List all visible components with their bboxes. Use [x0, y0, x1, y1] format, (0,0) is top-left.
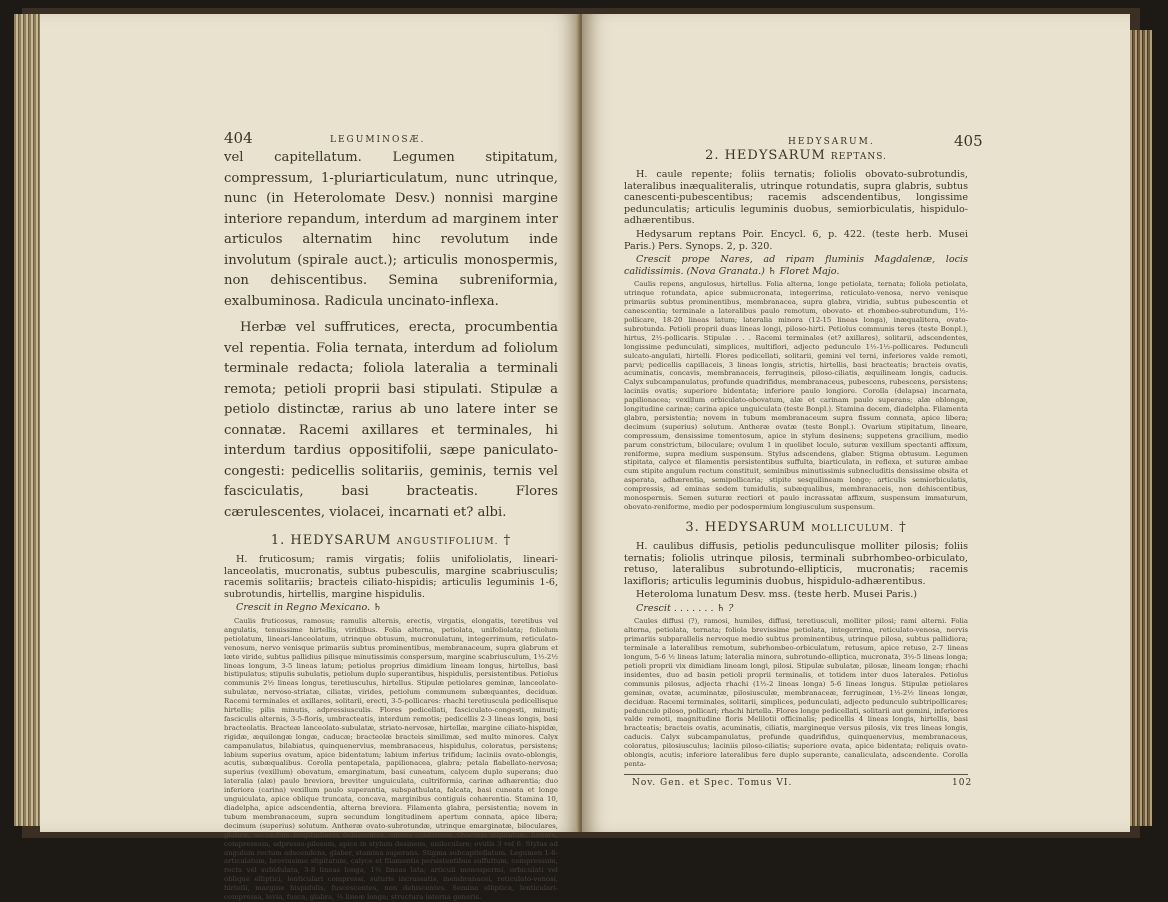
right-page-number: 405 [954, 132, 983, 150]
left-page-number: 404 [224, 129, 253, 147]
species-3-synonym: Heterolomа lunatum Desv. mss. (teste herb. Musei Paris.) [636, 589, 917, 601]
footer-gathering-number: 102 [952, 778, 973, 788]
species-3-description: Caules diffusi (?), ramosi, humiles, diffusi, teretiusculi, molliter pilosi; rami alterni. Folia alterna, petiolata, ternata; foliola brevissime petiolata, integerrima, reticulato-venosa, nervis primariis subparallelis nervoque medio subtus prominentibus, utrinque pilosa, subtus pallidiora; terminale a lateralibus remotum, subrhombeo-orbiculatum, retusum, apice retuso, 2-7 lineas longum, 5-6 ½ lineas latum; lateralia minora, subrotundo-elliptica, mucronata, 3½-5 lineas longa; petioli proprii vix dimidiam lineam longi, pilosi. Stipulæ subulatæ, pilosæ, lineam longæ; rhachi insidentes, duo ad basin petioli proprii terminalis, et totidem inter duos laterales. Petiolus communis pilosus, adjecta rhachi (1½-2 lineas longa) 5-6 lineas longus. Stipulæ petiolares geminæ, ovatæ, acuminatæ, pilosiusculæ, membranaceæ, ferrugineæ, 1½-2½ lineas longæ, deciduæ. Racemi terminales, solitarii, simplices, pedunculati, adjecto pedunculo subtripollicares; pedunculo piloso, pollicari; rhachi hirtella. Flores longe pedicellati, solitarii aut gemini, inferiores valde remoti, magnitudine floris Melilotii officinalis; pedicellis 4 lineas longis, hirtellis, basi bracteatis; bracteis ovatis, acuminatis, ciliatis, margineque versus pilosis, vix tres lineas longis, caducis. Calyx subcampanulatus, profunde quadrifidus, quinquenervius, membranaceus, coloratus, pilosiusculus; laciniis piloso-ciliatis; superiore ovata, apice bidentata; reliquis ovato-oblongis, acutis; inferiore lateralibus fere duplo superante, canaliculata, adscendente. Corolla penta- [624, 617, 968, 768]
species-2-synonym: Hedysarum reptans Poir. Encycl. 6, p. 422. (teste herb. Musei Paris.) Pers. Synops. 2, p. 320. [624, 228, 968, 252]
left-intro-paragraph: vel capitellatum. Legumen stipitatum, compressum, 1-pluriarticulatum, nunc utrinque, nunc (in Heterolomate Desv.) nonnisi margine interiore repandum, interdum ad marginem inter articulos alternatim hinc revolutum inde involutum (spirale auct.); articulis monospermis, non dehiscentibus. Semina subreniformia, exalbuminosa. Radicula uncinato-inflexa. [224, 150, 558, 309]
left-habit-paragraph: Herbæ vel suffrutices, erecta, procumbentia vel repentia. Folia ternata, interdum ad foliolum terminale redacta; foliola lateralia a terminali remota; petioli proprii basi stipulati. Stipulæ a petiolo distinctæ, rarius ab uno latere inter se connatæ. Racemi axillares et terminales, hi interdum tardius oppositifolii, sæpe paniculato-congesti: pedicellis solitariis, geminis, ternis vel fasciculatis, basi bracteatis. Flores cærulescentes, violacei, incarnati et? albi. [224, 320, 558, 520]
page-edges-right [1128, 30, 1152, 826]
left-page [40, 14, 580, 902]
species-2-locality: Crescit prope Nares, ad ripam fluminis Magdalenæ, locis calidissimis. (Nova Granata.) ♄ Floret Majo. [624, 254, 968, 277]
species-3-diagnosis: H. caulibus diffusis, petiolis pedunculisque molliter pilosis; foliis ternatis; foliolis utrinque pilosis, terminali subrhombeo-orbiculato, retuso, lateralibus subrotundo-ellipticis, mucronatis; racemis laxifloris; articulis leguminis duobus, hispidulo-adhærentibus. Heterolomа lunatum Desv. mss. (teste herb. Musei Paris.) Crescit . . . . . . . ♄ ? [624, 540, 968, 614]
species-1-title: 1. HEDYSARUM ANGUSTIFOLIUM. † [270, 533, 512, 548]
species-1-diagnosis: H. fruticosum; ramis virgatis; foliis unifoliolatis, lineari-lanceolatis, mucronatis, subtus pubesculis, margine scabriusculis; racemis solitariis; bracteis ciliato-hispidis; articulis leguminis 1-6, subrotundis, hirtellis, margine hispidulis. Crescit in Regno Mexicano. ♄ [224, 554, 558, 614]
right-running-head: HEDYSARUM. [788, 137, 875, 147]
species-2-diagnosis: H. caule repente; foliis ternatis; foliolis obovato-subrotundis, lateralibus inæqualiteralis, utrinque rotundatis, supra glabris, subtus canescenti-pubescentibus; racemis adscendentibus, longissime pedunculatis; articulis leguminis duobus, semiorbiculatis, hispidulo-adhærentibus. Hedysarum reptans Poir. Encycl. 6, p. 422. (teste herb. Musei Paris.) Pers. Synops. 2, p. 320. Crescit prope Nares, ad ripam fluminis Magdalenæ, locis calidissimis. (Nova Granata.) ♄ Floret Majo. [624, 169, 968, 277]
left-text-column [224, 148, 558, 902]
left-running-head: LEGUMINOSÆ. [330, 135, 426, 145]
page-edges-left [14, 14, 40, 826]
species-1-locality: Crescit in Regno Mexicano. ♄ [236, 602, 382, 614]
species-2-description: Caulis repens, angulosus, hirtellus. Folia alterna, longe petiolata, ternata; foliola petiolata, utrinque rotundata, apice submucronata, integerrima, reticulato-venosa, nervo venisque primariis subtus prominentibus, membranacea, supra glabra, viridia, subtus pubescentia et canescentia; terminale a lateralibus paulo remotum, obovato- et rhombeo-subrotundum, 1½-pollicare, 18-20 lineas latum; lateralia minora (12-15 lineas longa), inæqualitera, ovato-subrotunda. Petioli proprii duas lineas longi, piloso-hirti. Petiolus communis teres (teste Bonpl.), hirtus, 2½-pollicaris. Stipulæ . . . Racemi terminales (et? axillares), solitarii, adscendentes, longissime pedunculati, simplices, multiflori, adjecto pedunculo 1½-1½-pollicares. Pedunculi sulcato-angulati, hirtelli. Flores pedicellati, solitarii, gemini vel terni, inferiores valde remoti, parvi; pedicellis capillaceis, 3 lineas longis, strictis, hirtellis, basi bracteatis; bracteis ovatis, acuminatis, concavis, membranaceis, ferrugineis, piloso-ciliatis, æquilineam longis, caducis. Calyx subcampanulatus, profunde quadrifidus, membranaceus, pubescens, rubescens, persistens; laciniis ovatis; superiore bidentata; inferiore paulo longiore. Corolla (delapsa) incarnata, papilionacea; vexillum orbiculato-obovatum, alæ et carinam paulo superans; alæ oblongæ, longitudine carinæ; carina apice unguiculata (teste Bonpl.). Stamina decem, diadelpha. Filamenta glabra, persistentia; novem in tubum membranaceum supra fissum connata, apice libera; decimum (superius) solutum. Antheræ ovatæ (teste Bonpl.). Ovarium stipitatum, lineare, compressum, densissime tomentosum, apice in stylum desinens; suppetens gracilium, medio parum constrictum, biloculare; ovulum 1 in quolibet loculo, suturæ vexillum spectanti affixum, reniforme, supra medium suspensum. Stylus adscendens, glaber. Stigma obtusum. Legumen stipitata, calyce et filamentis persistentibus suffulta, biarticulata, in reflexa, et suturæ ambae cum stipite angulum rectum constituit, seminibus minutissimis subnecluditis densissime obsita et asperata, adhærentia, semipollicaria; stipite sesquilineam longo; articulis semiorbiculatis, compressis, ad eminas sedem tumidulis, subæqualibus, membranaceis, non dehiscentibus, monospermis. Semen suturæ rectiori et paulo incrassatæ affixum, suspensum immaturum, obovato-reniforme, medio per podospermium longiusculum suspensum. [624, 280, 968, 511]
right-page [582, 14, 1130, 832]
species-2-title: 2. HEDYSARUM REPTANS. [705, 148, 887, 163]
footer-signature: Nov. Gen. et Spec. Tomus VI. [632, 778, 793, 788]
right-text-column [624, 148, 968, 769]
footer-rule [624, 774, 968, 775]
species-1-description: Caulis fruticosus, ramosus; ramulis alternis, erectis, virgatis, elongatis, teretibus vel angulatis, tenuissime hirtellis, viridibus. Folia alterna, petiolata, unifoliolata; foliolum petiolatum, lineari-lanceolatum, utrinque obtusum, mucronulatum, integerrimum, reticulato-venosum, nervo venisque primariis subtus prominentibus, membranaceum, supra glabrum et læte viride, subtus pallidius pilisque minutissimis conspersum, margine scabriusculum, 1½-2½ lineas longum, 3-5 lineas latum; petiolus proprius dimidium lineam longus, hirtellus, basi bistipulatus; stipulis subulatis, petiolum duplo superantibus, hispidulis, persistentibus. Petiolus communis 2½ lineas longus, teretiusculus, hirtellus. Stipulæ petiolares geminæ, lanceolato-subulatæ, nervoso-striatæ, ciliatæ, virides, petiolum communem subæquantes, deciduæ. Racemi terminales et axillares, solitarii, erecti, 3-5-pollicares: rhachi teretiuscula pedicellisque hirtellis; pilis minutis, adpressiusculis. Flores pedicellati, fasciculato-congesti, minuti; fasciculis alternis, 3-5-floris, umbracteatis, interdum remotis; pedicellis 2-3 lineas longis, basi bracteolatis. Bracteæ lanceolato-subulatæ, striato-nervosæ, hirtellæ, margine ciliato-hispidæ, rigidæ, æquilongæ longæ, caducæ; bracteolæ bracteis similimæ, sed multo minores. Calyx campanulatus, bilabiatus, quinquenervius, membranaceus, hispidulus, coloratus, persistens; labium superius ovatum, apice bidentatum; labium inferius trifidum; laciniis ovato-oblongis, acutis, subæqualibus. Corolla pentapetala, papilionacea, glabra; petala flabellato-nervosa; superius (vexillum) obovatum, emarginatum, basi cuneatum, calycem duplo superans; duo lateralia (alæ) paulo breviora, breviter unguiculata, cultriformia, carinæ adhærentia; duo inferiora (carina) vexillum paulo superantia, subspathulata, falcata, basi cuneata et longe unguiculata, apice oblique truncata, concava, marginibus contiguis cohærentia. Stamina 10, diadelpha, apice adscendentia, alterna breviora. Filamenta glabra, persistentia; novem in tubum membranaceum, supra secundum longitudinem apertum connata, apice libera; decimum (superius) solutum. Antheræ ovato-subrotundæ, utrinque emarginatæ, biloculares, glabræ, secundum longitudinem dehiscentes, omnes conformes. Ovarium stipitatum, lineare, compressum, adpresso-pilosum, apice in stylum desinens, uniloculare; ovulis 3 vel 6. Stylus ad angulum rectum adscendens, glaber, stamina superans. Stigma subcapitellatum. Legumen 1-6-articulatum, breviusime stipitatum, calyce et filamentis persistentibus suffultum, compressum, recta vel subidulata, 3-8 lineas longa, 1½ lineas lata; articuli monospermi, orbiculati vel oblique elliptici, lenticulari compressi, suturis incrassatis, membranacei, reticulato-venosi, hirtelli, margine hispidulis, fuscescentes, non dehiscentes. Semina elliptica, lenticulari-compressa, levia, fusca, glabra, ⅔ lineæ longa; structura interna generis. [224, 616, 558, 902]
species-3-locality: Crescit . . . . . . . ♄ ? [636, 602, 734, 614]
species-3-title: 3. HEDYSARUM MOLLICULUM. † [685, 519, 907, 535]
